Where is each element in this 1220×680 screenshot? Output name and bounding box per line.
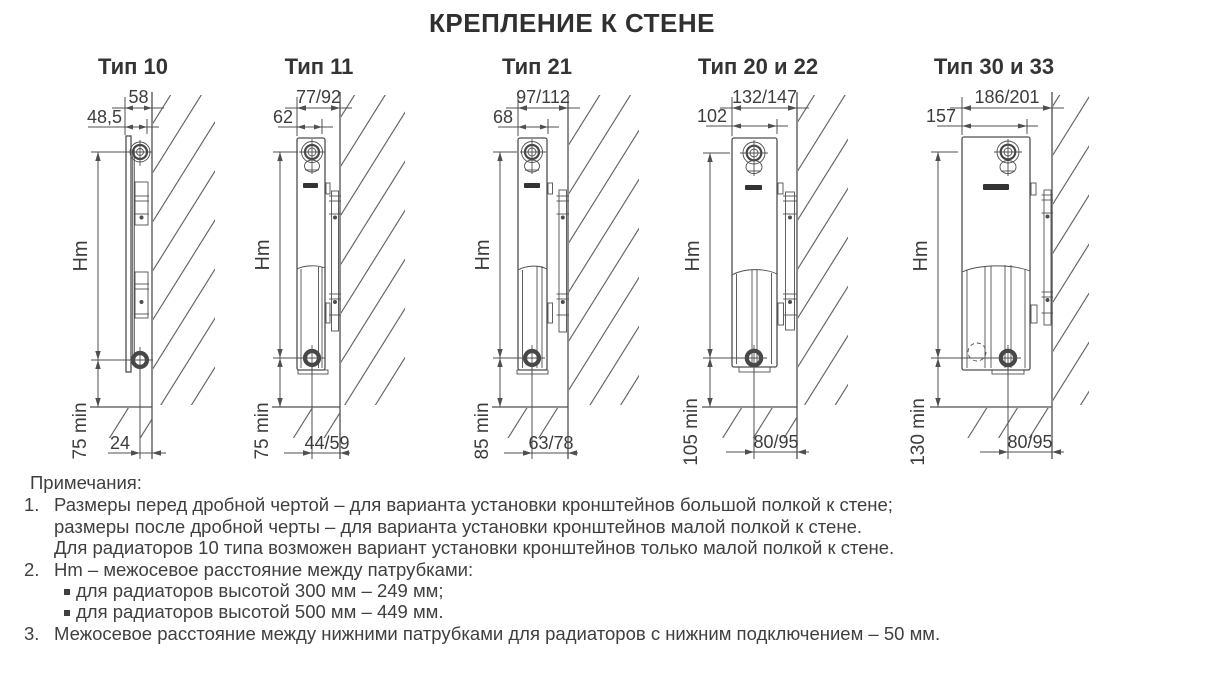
wall <box>90 92 215 459</box>
page-title: КРЕПЛЕНИЕ К СТЕНЕ <box>429 8 715 38</box>
dim-width-top: 97/112 <box>516 87 570 107</box>
diagram-tip-10 <box>55 88 222 470</box>
radiator-body <box>126 136 153 373</box>
dim-bottom-offset: 44/59 <box>304 433 350 453</box>
dim-hm: Hm <box>682 240 704 272</box>
upper-tab <box>548 183 553 194</box>
lower-tab <box>326 303 330 323</box>
dim-hm: Hm <box>910 240 932 272</box>
note-item-2 <box>22 559 1207 623</box>
lower-tab <box>778 303 784 325</box>
wall-hatch <box>1053 95 1089 405</box>
dim-width-top: 58 <box>128 87 149 107</box>
lower-tab <box>548 303 553 323</box>
wall <box>702 92 848 459</box>
note-item-3 <box>22 623 1207 644</box>
heading-tip-21: Тип 21 <box>502 54 572 79</box>
wall-hatch <box>341 95 405 405</box>
dim-width-bracket: 62 <box>272 107 293 127</box>
radiator-body <box>517 138 553 374</box>
notes-heading: Примечания: <box>30 472 142 493</box>
heading-tip-30-33: Тип 30 и 33 <box>933 54 1055 79</box>
wall-hatch <box>569 95 639 405</box>
dim-floor-clearance: 75 min <box>252 402 273 460</box>
note-line: Межосевое расстояние между нижними патрубками для радиаторов с нижним подключением – 50 мм. <box>54 622 941 644</box>
diagram-tip-30-33 <box>878 88 1090 470</box>
brand-logo <box>983 184 1009 190</box>
dim-bottom-offset: 80/95 <box>1007 432 1053 452</box>
upper-tab <box>1031 183 1036 195</box>
brand-logo <box>303 183 318 188</box>
dim-bottom-offset: 63/78 <box>528 433 574 453</box>
dim-floor-clearance: 75 min <box>70 402 91 460</box>
radiator-body <box>297 138 330 374</box>
dim-width-bracket: 68 <box>492 107 513 127</box>
dim-width-bracket: 48,5 <box>86 107 122 127</box>
upper-tab <box>326 183 330 194</box>
wall <box>930 92 1089 459</box>
note-number: 1. <box>24 494 40 516</box>
dim-width-top: 77/92 <box>295 87 342 107</box>
note-line: Для радиаторов 10 типа возможен вариант установки кронштейнов только малой полкой к стене. <box>54 537 895 559</box>
dim-width-bracket: 102 <box>696 106 727 126</box>
bracket <box>134 182 149 318</box>
note-number: 3. <box>24 622 40 644</box>
bracket <box>329 191 341 331</box>
wall <box>492 92 639 459</box>
wall-hatch <box>153 95 215 405</box>
dim-width-bracket: 157 <box>925 106 956 126</box>
dimensions <box>252 87 352 460</box>
diagram-tip-21 <box>462 88 645 470</box>
upper-tab <box>778 183 783 194</box>
note-bullet: для радиаторов высотой 500 мм – 449 мм. <box>54 601 1207 622</box>
heading-tip-10: Тип 10 <box>98 54 168 79</box>
bracket <box>1042 190 1054 325</box>
diagram-tip-20-22 <box>672 88 852 470</box>
dim-width-top: 186/201 <box>974 87 1040 107</box>
dim-hm: Hm <box>472 239 494 271</box>
dim-floor-clearance: 85 min <box>472 402 493 460</box>
brand-logo <box>524 183 540 188</box>
wall-hatch <box>798 95 848 405</box>
brand-logo <box>745 185 762 190</box>
note-line: размеры после дробной черты – для варианта установки кронштейнов малой полкой к стене. <box>54 515 862 537</box>
note-bullet: для радиаторов высотой 300 мм – 249 мм; <box>54 580 1207 601</box>
note-item-1 <box>22 494 1207 558</box>
notes-section <box>22 472 1207 644</box>
dim-hm: Hm <box>252 239 274 271</box>
square-bullet-icon <box>64 589 70 595</box>
heading-tip-11: Тип 11 <box>284 54 354 79</box>
bracket <box>557 190 570 332</box>
dim-bottom-offset: 80/95 <box>753 432 799 452</box>
diagram-tip-11 <box>245 88 412 470</box>
dim-hm: Hm <box>70 240 92 272</box>
dim-width-top: 132/147 <box>731 87 798 107</box>
dim-floor-clearance: 105 min <box>681 398 702 466</box>
radiator-body <box>962 137 1037 374</box>
square-bullet-icon <box>64 610 70 616</box>
bracket <box>783 192 797 330</box>
heading-tip-20-22: Тип 20 и 22 <box>697 54 819 79</box>
lower-tab <box>1031 305 1037 323</box>
note-line: Размеры перед дробной чертой – для варианта установки кронштейнов большой полкой к стене; <box>54 494 893 516</box>
dim-floor-clearance: 130 min <box>908 398 929 466</box>
radiator-body <box>732 138 784 372</box>
dim-bottom-offset: 24 <box>109 433 130 453</box>
note-line: Hm – межосевое расстояние между патрубками: <box>54 558 474 580</box>
note-number: 2. <box>24 558 40 580</box>
